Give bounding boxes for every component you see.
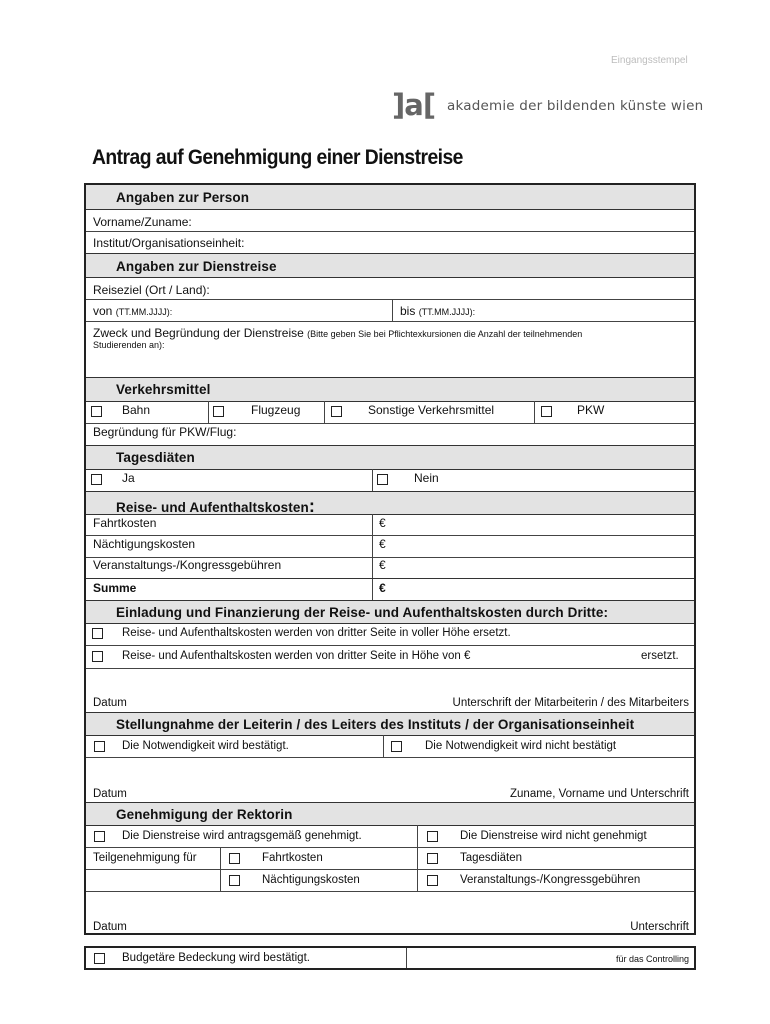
cost-sum-amount[interactable]: € xyxy=(379,581,386,595)
purpose-field[interactable] xyxy=(93,326,582,340)
partial-reimbursement-label: Reise- und Aufenthaltskosten werden von dritter Seite in Höhe von € xyxy=(122,650,471,662)
section-third-party-heading: Einladung und Finanzierung der Reise- und Aufenthaltskosten durch Dritte: xyxy=(116,605,609,620)
section-trip-heading: Angaben zur Dienstreise xyxy=(116,259,277,274)
checkbox-plane[interactable] xyxy=(213,406,224,417)
section-statement-heading: Stellungnahme der Leiterin / des Leiters des Instituts / der Organisationseinheit xyxy=(116,717,635,732)
option-plane-label: Flugzeug xyxy=(251,403,301,417)
purpose-hint-continued: Studierenden an): xyxy=(93,340,165,350)
option-other-transport-label: Sonstige Verkehrsmittel xyxy=(368,403,495,417)
section-allowance-heading: Tagesdiäten xyxy=(116,450,195,465)
destination-field[interactable]: Reiseziel (Ort / Land): xyxy=(93,283,210,297)
allowance-no-label: Nein xyxy=(414,471,439,485)
checkbox-full-reimbursement[interactable] xyxy=(92,628,103,639)
date-from-label: von xyxy=(93,304,113,318)
checkbox-allowance-yes[interactable] xyxy=(91,474,102,485)
option-train-label: Bahn xyxy=(122,403,151,417)
rector-signature-label: Unterschrift xyxy=(630,921,689,933)
checkbox-partial-allowance[interactable] xyxy=(427,853,438,864)
option-car-label: PKW xyxy=(577,403,605,417)
section-approval-heading: Genehmigung der Rektorin xyxy=(116,807,293,822)
cost-row-travel-amount[interactable]: € xyxy=(379,516,386,530)
denied-label: Die Dienstreise wird nicht genehmigt xyxy=(460,830,647,842)
partial-reimbursement-end: ersetzt. xyxy=(641,650,679,662)
checkbox-allowance-no[interactable] xyxy=(377,474,388,485)
partial-fees-label: Veranstaltungs-/Kongressgebühren xyxy=(460,874,641,886)
full-reimbursement-label: Reise- und Aufenthaltskosten werden von dritter Seite in voller Höhe ersetzt. xyxy=(122,627,511,639)
checkbox-budget-confirmed[interactable] xyxy=(94,953,105,964)
checkbox-other-transport[interactable] xyxy=(331,406,342,417)
checkbox-partial-travel-costs[interactable] xyxy=(229,853,240,864)
rector-date-label: Datum xyxy=(93,921,127,933)
partial-approval-label: Teilgenehmigung für xyxy=(93,852,197,864)
cost-row-fees-amount[interactable]: € xyxy=(379,558,386,572)
partial-allowance-label: Tagesdiäten xyxy=(460,852,523,864)
employee-date-label: Datum xyxy=(93,697,127,709)
section-person-heading: Angaben zur Person xyxy=(116,190,250,205)
necessity-not-confirmed-label: Die Notwendigkeit wird nicht bestätigt xyxy=(425,740,617,752)
checkbox-partial-reimbursement[interactable] xyxy=(92,651,103,662)
checkbox-necessity-not-confirmed[interactable] xyxy=(391,741,402,752)
checkbox-partial-accommodation[interactable] xyxy=(229,875,240,886)
checkbox-approved[interactable] xyxy=(94,831,105,842)
institute-field[interactable]: Institut/Organisationseinheit: xyxy=(93,236,245,250)
partial-travel-costs-label: Fahrtkosten xyxy=(262,852,323,864)
approved-label: Die Dienstreise wird antragsgemäß genehmigt. xyxy=(122,830,362,842)
date-from-field[interactable] xyxy=(93,304,172,318)
academy-logo-text: akademie der bildenden künste wien xyxy=(447,98,704,114)
cost-row-fees-label: Veranstaltungs-/Kongressgebühren xyxy=(93,558,282,572)
cost-sum-label: Summe xyxy=(93,581,137,595)
employee-signature-label: Unterschrift der Mitarbeiterin / des Mitarbeiters xyxy=(452,697,689,709)
controlling-label: für das Controlling xyxy=(615,954,689,964)
date-to-field[interactable] xyxy=(400,304,475,318)
transport-reason-field[interactable]: Begründung für PKW/Flug: xyxy=(93,425,237,439)
date-to-hint: (TT.MM.JJJJ): xyxy=(418,307,476,317)
allowance-yes-label: Ja xyxy=(122,471,135,485)
section-transport-heading: Verkehrsmittel xyxy=(116,382,211,397)
date-from-hint: (TT.MM.JJJJ): xyxy=(115,307,173,317)
checkbox-denied[interactable] xyxy=(427,831,438,842)
budget-confirmed-label: Budgetäre Bedeckung wird bestätigt. xyxy=(122,952,310,964)
date-to-label: bis xyxy=(400,304,416,318)
checkbox-train[interactable] xyxy=(91,406,102,417)
form-title: Antrag auf Genehmigung einer Dienstreise xyxy=(92,146,463,169)
budget-confirmation-box xyxy=(84,946,696,970)
head-date-label: Datum xyxy=(93,788,127,800)
purpose-label: Zweck und Begründung der Dienstreise xyxy=(93,326,304,340)
checkbox-necessity-confirmed[interactable] xyxy=(94,741,105,752)
receipt-stamp-label: Eingangsstempel xyxy=(611,55,688,66)
necessity-confirmed-label: Die Notwendigkeit wird bestätigt. xyxy=(122,740,289,752)
cost-row-accommodation-label: Nächtigungskosten xyxy=(93,537,196,551)
head-signature-label: Zuname, Vorname und Unterschrift xyxy=(510,788,689,800)
costs-heading-text: Reise- und Aufenthaltskosten xyxy=(116,500,309,515)
checkbox-partial-fees[interactable] xyxy=(427,875,438,886)
purpose-hint: (Bitte geben Sie bei Pflichtexkursionen die Anzahl der teilnehmenden xyxy=(307,329,583,339)
academy-logo-mark: ]a[ xyxy=(392,88,436,122)
name-field[interactable]: Vorname/Zuname: xyxy=(93,215,192,229)
partial-accommodation-label: Nächtigungskosten xyxy=(262,874,360,886)
application-form xyxy=(84,183,696,935)
checkbox-car[interactable] xyxy=(541,406,552,417)
cost-row-accommodation-amount[interactable]: € xyxy=(379,537,386,551)
cost-row-travel-label: Fahrtkosten xyxy=(93,516,157,530)
costs-heading-colon: : xyxy=(308,496,315,516)
